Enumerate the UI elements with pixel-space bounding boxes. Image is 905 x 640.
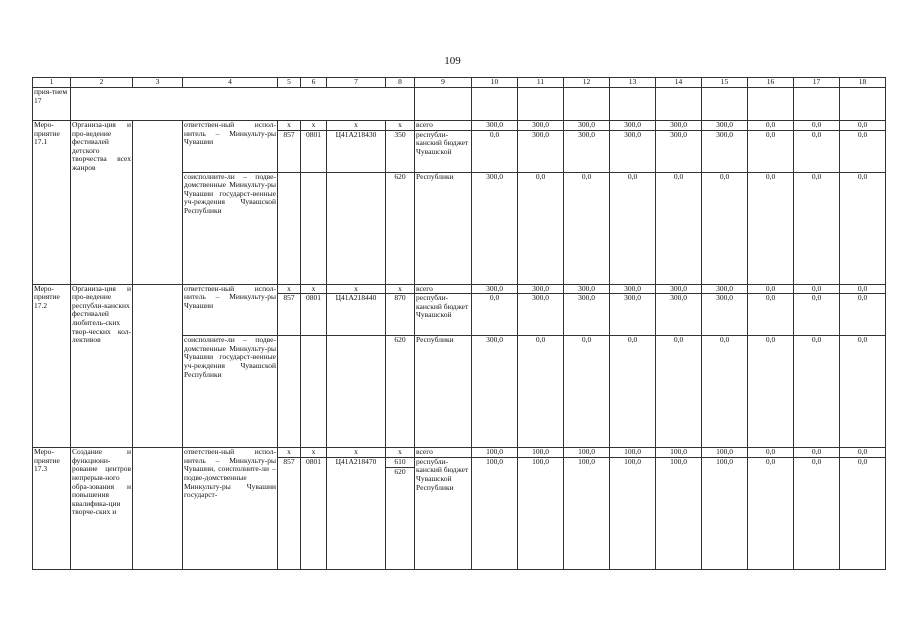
expense-type-cell xyxy=(386,457,415,569)
measure-name: Организа-ция и про-ведение фестивалей детского творчества всех жанров xyxy=(71,121,133,285)
value-cell: 0,0 xyxy=(794,336,840,448)
responsible-executor: ответствен-ный испол-нитель – Минкульту-ры Чувашии xyxy=(183,121,278,173)
value-cell: 300,0 xyxy=(518,130,564,172)
measure-col3 xyxy=(133,121,183,285)
measure-id: Меро-приятие 17.3 xyxy=(33,448,71,570)
value-cell: 0,0 xyxy=(656,336,702,448)
header-cell: 11 xyxy=(518,78,564,88)
continuation-row xyxy=(33,88,886,121)
value-cell: 300,0 xyxy=(564,130,610,172)
header-cell: 9 xyxy=(415,78,472,88)
header-cell: 6 xyxy=(301,78,327,88)
continuation-label: прия-тием 17 xyxy=(33,88,71,121)
value-cell: 0,0 xyxy=(564,336,610,448)
funding-source: всего xyxy=(415,121,472,131)
value-cell: 100,0 xyxy=(610,457,656,569)
value-cell: 0,0 xyxy=(472,130,518,172)
value-cell: 300,0 xyxy=(610,284,656,294)
value-cell: 100,0 xyxy=(518,448,564,458)
value-cell: 0,0 xyxy=(794,130,840,172)
value-cell: 0,0 xyxy=(840,121,886,131)
value-cell: 0,0 xyxy=(840,130,886,172)
value-cell: 300,0 xyxy=(702,284,748,294)
value-cell: 0,0 xyxy=(794,457,840,569)
continuation-empty xyxy=(71,88,415,121)
grbs-code: 857 xyxy=(278,130,301,172)
co-executors: соисполните-ли – подве-домственные Минкульту-ры Чувашии государст-венные уч-реждения Чувашской Республики xyxy=(183,336,278,448)
section-code: 0801 xyxy=(301,457,327,569)
section-code: x xyxy=(301,448,327,458)
continuation-empty xyxy=(518,88,564,121)
funding-source: республи-канский бюджет Чувашской xyxy=(415,294,472,336)
section-code: x xyxy=(301,121,327,131)
grbs-code: x xyxy=(278,448,301,458)
value-cell: 0,0 xyxy=(748,130,794,172)
expense-type: 620 xyxy=(386,336,415,448)
expense-type: 620 xyxy=(394,466,406,476)
value-cell: 300,0 xyxy=(472,172,518,284)
funding-source: республи-канский бюджет Чувашской Республики xyxy=(415,457,472,569)
value-cell: 300,0 xyxy=(564,121,610,131)
value-cell: 100,0 xyxy=(472,448,518,458)
header-cell: 18 xyxy=(840,78,886,88)
value-cell: 0,0 xyxy=(656,172,702,284)
header-cell: 17 xyxy=(794,78,840,88)
empty-cell xyxy=(327,336,386,448)
funding-source: всего xyxy=(415,284,472,294)
value-cell: 0,0 xyxy=(840,284,886,294)
target-article: x xyxy=(327,448,386,458)
funding-source: Республики xyxy=(415,336,472,448)
expense-type: 620 xyxy=(386,172,415,284)
value-cell: 100,0 xyxy=(702,448,748,458)
value-cell: 0,0 xyxy=(748,294,794,336)
value-cell: 300,0 xyxy=(656,294,702,336)
value-cell: 0,0 xyxy=(748,448,794,458)
value-cell: 0,0 xyxy=(840,294,886,336)
target-article: Ц41А218440 xyxy=(327,294,386,336)
value-cell: 0,0 xyxy=(748,336,794,448)
value-cell: 0,0 xyxy=(518,336,564,448)
funding-source: Республики xyxy=(415,172,472,284)
grbs-code: x xyxy=(278,121,301,131)
grbs-code: x xyxy=(278,284,301,294)
header-cell: 15 xyxy=(702,78,748,88)
value-cell: 0,0 xyxy=(748,121,794,131)
header-cell: 13 xyxy=(610,78,656,88)
value-cell: 100,0 xyxy=(472,457,518,569)
section-code: x xyxy=(301,284,327,294)
value-cell: 0,0 xyxy=(610,336,656,448)
measure-name: Организа-ция и про-ведение республи-канских фестивалей любитель-ских твор-ческих кол-лективов xyxy=(71,284,133,448)
value-cell: 300,0 xyxy=(702,121,748,131)
empty-cell xyxy=(278,172,301,284)
value-cell: 300,0 xyxy=(472,336,518,448)
expense-type: x xyxy=(386,448,415,458)
measure-col3 xyxy=(133,284,183,448)
measure-id: Меро-приятие 17.1 xyxy=(33,121,71,285)
responsible-executor: ответствен-ный испол-нитель – Минкульту-ры Чувашии, соисполните-ли – подве-домственные Минкульту-ры Чувашии государст- xyxy=(183,448,278,570)
value-cell: 300,0 xyxy=(610,130,656,172)
section-code: 0801 xyxy=(301,294,327,336)
value-cell: 300,0 xyxy=(564,284,610,294)
value-cell: 0,0 xyxy=(840,457,886,569)
value-cell: 0,0 xyxy=(564,172,610,284)
value-cell: 300,0 xyxy=(656,284,702,294)
value-cell: 0,0 xyxy=(794,448,840,458)
empty-cell xyxy=(301,172,327,284)
measure-name: Создание и функциони-рование центров непрерыв-ного обра-зования и повышения квалифика-ции творче-ских и xyxy=(71,448,133,570)
value-cell: 0,0 xyxy=(794,172,840,284)
value-cell: 0,0 xyxy=(794,284,840,294)
section-code: 0801 xyxy=(301,130,327,172)
expense-type: 870 xyxy=(386,294,415,336)
value-cell: 100,0 xyxy=(518,457,564,569)
value-cell: 0,0 xyxy=(748,284,794,294)
continuation-empty xyxy=(610,88,656,121)
value-cell: 300,0 xyxy=(656,121,702,131)
value-cell: 100,0 xyxy=(564,448,610,458)
empty-cell xyxy=(278,336,301,448)
grbs-code: 857 xyxy=(278,294,301,336)
header-cell: 14 xyxy=(656,78,702,88)
target-article: Ц41А218470 xyxy=(327,457,386,569)
continuation-empty xyxy=(472,88,518,121)
value-cell: 0,0 xyxy=(472,294,518,336)
measure-col3 xyxy=(133,448,183,570)
value-cell: 300,0 xyxy=(610,294,656,336)
expense-type: x xyxy=(386,284,415,294)
value-cell: 0,0 xyxy=(610,172,656,284)
value-cell: 0,0 xyxy=(794,294,840,336)
grbs-code: 857 xyxy=(278,457,301,569)
header-cell: 16 xyxy=(748,78,794,88)
value-cell: 300,0 xyxy=(472,121,518,131)
continuation-empty xyxy=(415,88,472,121)
expense-type: 610 xyxy=(386,458,414,468)
empty-cell xyxy=(327,172,386,284)
value-cell: 300,0 xyxy=(472,284,518,294)
continuation-empty xyxy=(748,88,794,121)
value-cell: 0,0 xyxy=(518,172,564,284)
expense-type: 350 xyxy=(386,130,415,172)
value-cell: 300,0 xyxy=(518,294,564,336)
budget-table xyxy=(32,77,886,570)
empty-cell xyxy=(301,336,327,448)
funding-source: всего xyxy=(415,448,472,458)
value-cell: 0,0 xyxy=(748,457,794,569)
value-cell: 0,0 xyxy=(748,172,794,284)
value-cell: 300,0 xyxy=(656,130,702,172)
header-cell: 8 xyxy=(386,78,415,88)
header-cell: 7 xyxy=(327,78,386,88)
continuation-empty xyxy=(564,88,610,121)
co-executors: соисполните-ли – подве-домственные Минкульту-ры Чувашии государст-венные уч-реждения Чувашской Республики xyxy=(183,172,278,284)
header-cell: 10 xyxy=(472,78,518,88)
value-cell: 0,0 xyxy=(702,172,748,284)
continuation-empty xyxy=(840,88,886,121)
measure-total-row xyxy=(33,448,886,458)
value-cell: 300,0 xyxy=(518,121,564,131)
value-cell: 100,0 xyxy=(564,457,610,569)
continuation-empty xyxy=(656,88,702,121)
target-article: Ц41А218430 xyxy=(327,130,386,172)
header-cell: 1 xyxy=(33,78,71,88)
value-cell: 300,0 xyxy=(702,130,748,172)
measure-id: Меро-приятие 17.2 xyxy=(33,284,71,448)
header-row xyxy=(33,78,886,88)
measure-total-row xyxy=(33,121,886,131)
value-cell: 100,0 xyxy=(610,448,656,458)
value-cell: 0,0 xyxy=(840,172,886,284)
responsible-executor: ответствен-ный испол-нитель – Минкульту-ры Чувашии xyxy=(183,284,278,336)
header-cell: 4 xyxy=(183,78,278,88)
page-number: 109 xyxy=(444,55,461,67)
value-cell: 0,0 xyxy=(702,336,748,448)
value-cell: 300,0 xyxy=(564,294,610,336)
header-cell: 12 xyxy=(564,78,610,88)
expense-type: x xyxy=(386,121,415,131)
value-cell: 0,0 xyxy=(840,336,886,448)
value-cell: 100,0 xyxy=(702,457,748,569)
value-cell: 100,0 xyxy=(656,457,702,569)
target-article: x xyxy=(327,121,386,131)
value-cell: 300,0 xyxy=(518,284,564,294)
header-cell: 2 xyxy=(71,78,133,88)
value-cell: 300,0 xyxy=(610,121,656,131)
continuation-empty xyxy=(702,88,748,121)
header-cell: 3 xyxy=(133,78,183,88)
funding-source: республи-канский бюджет Чувашской xyxy=(415,130,472,172)
target-article: x xyxy=(327,284,386,294)
measure-total-row xyxy=(33,284,886,294)
value-cell: 300,0 xyxy=(702,294,748,336)
value-cell: 0,0 xyxy=(794,121,840,131)
header-cell: 5 xyxy=(278,78,301,88)
value-cell: 0,0 xyxy=(840,448,886,458)
continuation-empty xyxy=(794,88,840,121)
value-cell: 100,0 xyxy=(656,448,702,458)
